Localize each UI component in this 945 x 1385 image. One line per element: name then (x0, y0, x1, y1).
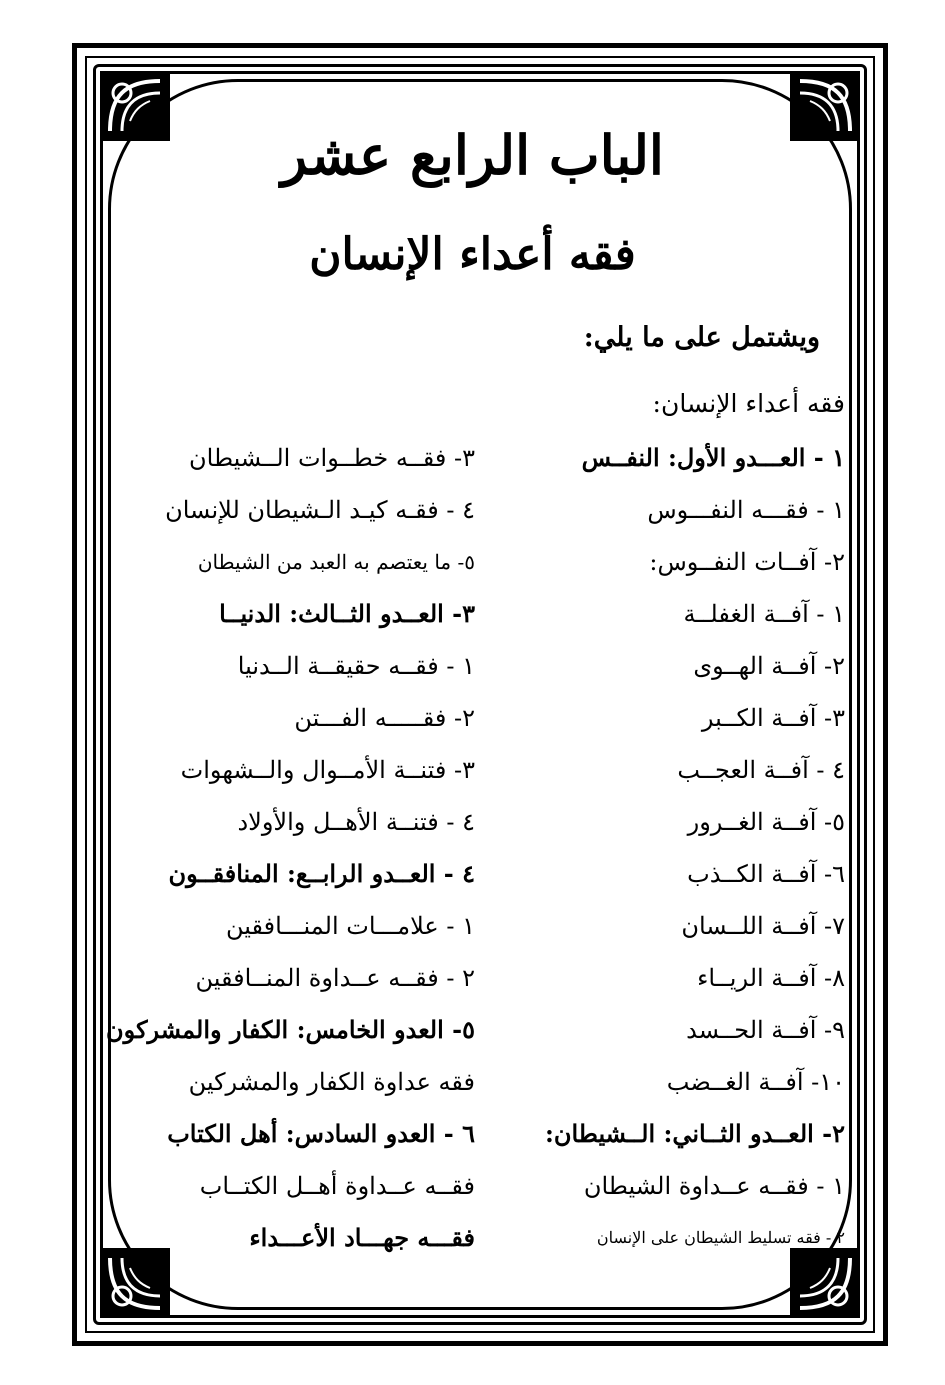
toc-entry: ٩- آفــة الحــسد (686, 1016, 845, 1044)
toc-entry: ١ - آفــة الغفلــة (683, 600, 845, 628)
chapter-title: الباب الرابع عشر (281, 123, 664, 187)
toc-entry: ٤ - العــدو الرابــع: المنافقــون (168, 859, 475, 888)
toc-entry: ٥- ما يعتصم به العبد من الشيطان (197, 550, 475, 574)
toc-entry: ١ - العـــدو الأول: النفــس (581, 443, 845, 472)
toc-entry: ٣- آفــة الكــبر (701, 704, 845, 732)
toc-entry: ٣- العــدو الثــالث: الدنيــا (219, 599, 475, 628)
toc-entry: ١ - فقــه حقيقــة الــدنيا (237, 652, 475, 680)
toc-entry: ٣- فقــه خطــوات الــشيطان (189, 444, 475, 472)
toc-entry: ٥- العدو الخامس: الكفار والمشركون (106, 1015, 475, 1044)
toc-entry: ١ - فقـــه النفـــوس (647, 496, 845, 524)
intro-line: ويشتمل على ما يلي: (583, 322, 820, 353)
toc-entry: فقـــه جهـــاد الأعـــداء (249, 1223, 475, 1252)
toc-left-column (106, 432, 475, 1264)
toc-entry: ٢- آفــات النفــوس: (649, 548, 845, 576)
toc-entry: ٣- فتنــة الأمــوال والــشهوات (180, 756, 475, 784)
toc-entry: ١ - فقــه عــداوة الشيطان (583, 1172, 845, 1200)
toc-entry: ١ - علامـــات المنـــافقين (225, 912, 475, 940)
toc-right-column (545, 432, 845, 1264)
toc-entry: ٦- آفــة الكــذب (687, 860, 845, 888)
toc-entry: ٦ - العدو السادس: أهل الكتاب (167, 1119, 475, 1148)
toc-entry: ٤ - فقـه كيـد الـشيطان للإنسان (165, 496, 475, 524)
toc-entry: فقه عداوة الكفار والمشركين (188, 1068, 475, 1096)
chapter-subtitle: فقه أعداء الإنسان (309, 229, 636, 280)
toc-entry: ٨- آفــة الريــاء (697, 964, 845, 992)
section-heading: فقه أعداء الإنسان: (652, 389, 845, 418)
toc-entry: ٢ - فقه تسليط الشيطان على الإنسان (596, 1228, 845, 1247)
toc-entry: فقــه عــداوة أهــل الكتــاب (199, 1172, 475, 1200)
toc-entry: ٥- آفــة الغــرور (687, 808, 845, 836)
toc-entry: ٢- آفــة الهــوى (693, 652, 845, 680)
toc-entry: ٤ - فتنــة الأهــل والأولاد (237, 808, 475, 836)
toc-entry: ١٠- آفــة الغــضب (666, 1068, 845, 1096)
toc-entry: ٢- العــدو الثــاني: الــشيطان: (544, 1119, 845, 1148)
toc-entry: ٤ - آفــة العجــب (677, 756, 845, 784)
toc-entry: ٢ - فقــه عــداوة المنــافقين (195, 964, 475, 992)
toc-entry: ٢- فقـــــه الفـــتن (294, 704, 475, 732)
toc-entry: ٧- آفــة اللــسان (681, 912, 845, 940)
